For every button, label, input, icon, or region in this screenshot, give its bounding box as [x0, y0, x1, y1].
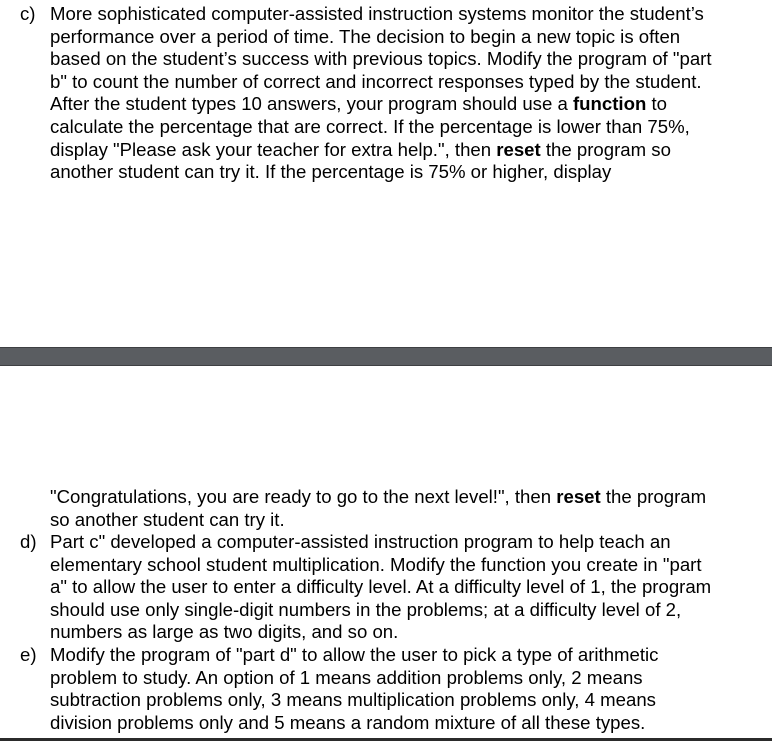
text-line — [50, 139, 768, 162]
list-item-c-continued — [20, 486, 768, 531]
text-line: division problems only and 5 means a random mixture of all these types. — [50, 711, 646, 733]
item-marker: d) — [20, 531, 37, 552]
text-line: elementary school student multiplication. Modify the function you create in "part — [50, 553, 702, 575]
text-run: After the student types 10 answers, your program should use a — [50, 93, 573, 115]
item-c-text — [50, 3, 768, 184]
text-line: a" to allow the user to enter a difficulty level. At a difficulty level of 1, the program — [50, 576, 712, 598]
text-line: Part c" developed a computer-assisted instruction program to help teach an — [50, 531, 671, 552]
text-line: another student can try it. If the percentage is 75% or higher, display — [50, 161, 612, 183]
text-run: the program — [600, 486, 707, 507]
text-line: so another student can try it. — [50, 508, 285, 530]
text-line: b" to count the number of correct and incorrect responses typed by the student. — [50, 70, 702, 92]
bold-term-reset: reset — [496, 138, 541, 160]
text-line: numbers as large as two digits, and so on. — [50, 621, 399, 643]
text-line: calculate the percentage that are correct. If the percentage is lower than 75%, — [50, 115, 690, 137]
bold-term-function: function — [572, 93, 647, 115]
list-item-e — [20, 644, 768, 734]
text-line — [50, 486, 768, 509]
text-line: Modify the program of "part d" to allow the user to pick a type of arithmetic — [50, 644, 659, 665]
text-run: to — [646, 93, 667, 115]
page-separator — [0, 347, 772, 366]
item-c-continued-text — [50, 486, 768, 531]
text-line: performance over a period of time. The decision to begin a new topic is often — [50, 25, 681, 47]
item-marker: e) — [20, 644, 37, 665]
list-item-d — [20, 531, 768, 644]
item-e-text — [50, 644, 768, 734]
text-line — [50, 93, 768, 116]
text-run: the program so — [540, 138, 671, 160]
text-line: based on the student’s success with previous topics. Modify the program of "part — [50, 48, 712, 70]
text-line: should use only single-digit numbers in the problems; at a difficulty level of 2, — [50, 598, 682, 620]
text-line: More sophisticated computer-assisted instruction systems monitor the student’s — [50, 3, 704, 24]
text-run: "Congratulations, you are ready to go to the next level!", then — [50, 486, 557, 507]
text-line: subtraction problems only, 3 means multiplication problems only, 4 means — [50, 689, 656, 711]
text-run: display "Please ask your teacher for extra help.", then — [50, 138, 497, 160]
bold-term-reset: reset — [556, 486, 601, 507]
item-marker: c) — [20, 3, 36, 24]
text-line: problem to study. An option of 1 means addition problems only, 2 means — [50, 666, 643, 688]
item-d-text — [50, 531, 768, 644]
list-item-c — [20, 3, 768, 184]
